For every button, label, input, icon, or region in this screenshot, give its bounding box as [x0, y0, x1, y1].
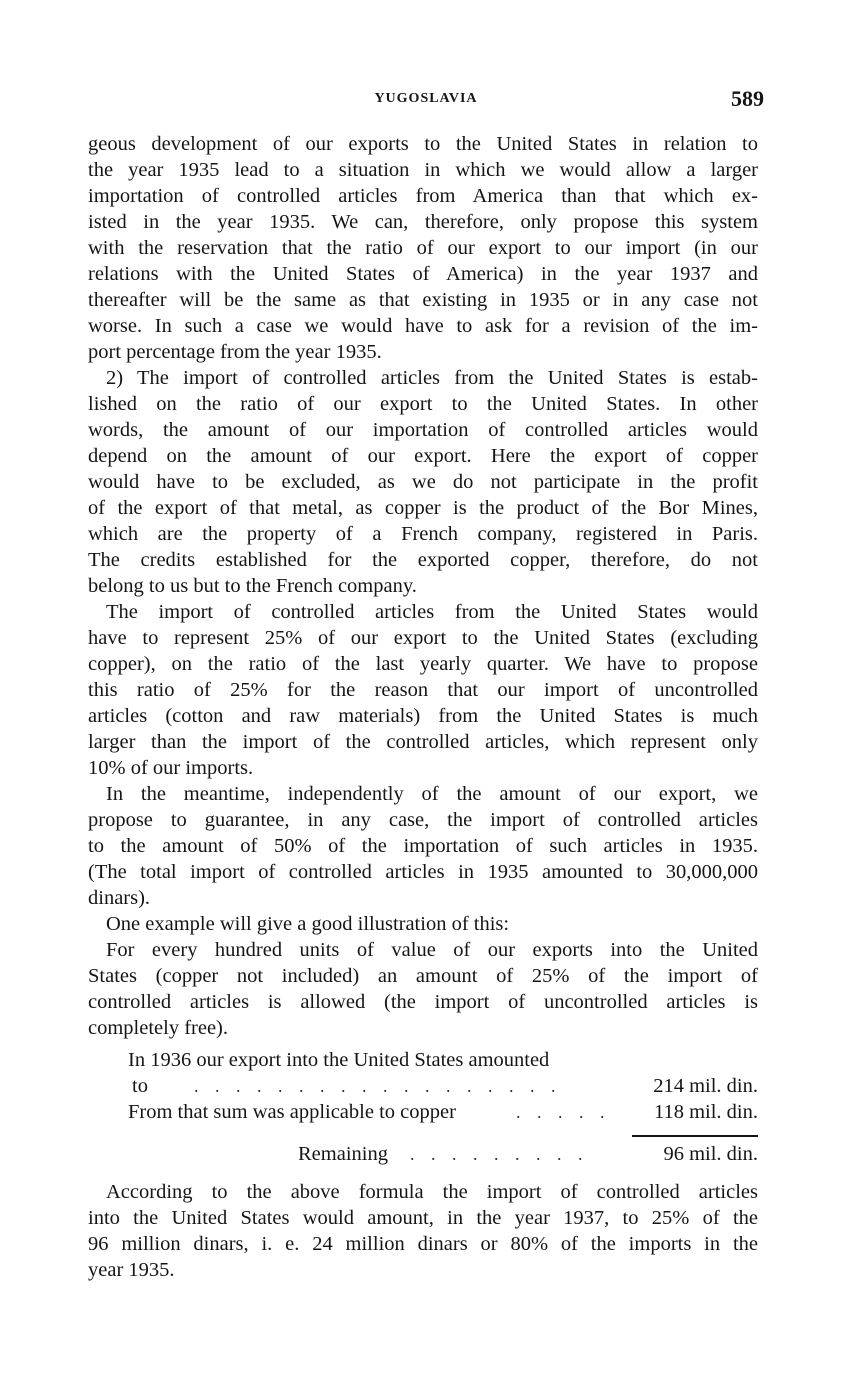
text-line: the year 1935 lead to a situation in which we would allow a larger — [88, 159, 758, 181]
text-line: The import of controlled articles from the United States would — [106, 601, 758, 623]
text-line: into the United States would amount, in the year 1937, to 25% of the — [88, 1207, 758, 1229]
text-line: articles (cotton and raw materials) from the United States is much — [88, 705, 758, 727]
text-line: One example will give a good illustration of this: — [106, 913, 510, 935]
text-line: controlled articles is allowed (the import of uncontrolled articles is — [88, 991, 758, 1013]
statement-row — [88, 1073, 758, 1099]
paragraph-point-2 — [88, 365, 758, 599]
paragraph-ratio — [88, 599, 758, 781]
text-line: which are the property of a French company, registered in Paris. — [88, 523, 758, 545]
text-line: importation of controlled articles from America than that which ex- — [88, 185, 758, 207]
running-title: YUGOSLAVIA — [374, 91, 478, 106]
text-line: larger than the import of the controlled articles, which represent only — [88, 731, 758, 753]
paragraph-example-intro — [88, 911, 758, 937]
text-line: year 1935. — [88, 1259, 175, 1281]
text-line: depend on the amount of our export. Here the export of copper — [88, 445, 758, 467]
text-line: belong to us but to the French company. — [88, 575, 417, 597]
text-line: dinars). — [88, 887, 151, 909]
leader-dots: . . . . . . . . . — [410, 1144, 589, 1164]
text-line: 2) The import of controlled articles from the United States is estab- — [106, 367, 758, 389]
text-line: completely free). — [88, 1017, 229, 1039]
statement-label: Remaining — [298, 1143, 388, 1165]
text-line: would have to be excluded, as we do not participate in the profit — [88, 471, 758, 493]
text-line: this ratio of 25% for the reason that our import of uncontrolled — [88, 679, 758, 701]
text-line: geous development of our exports to the United States in relation to — [88, 133, 758, 155]
text-line: of the export of that metal, as copper is the product of the Bor Mines, — [88, 497, 758, 519]
text-line: 10% of our imports. — [88, 757, 254, 779]
paragraph-continuation — [88, 131, 758, 365]
statement-row — [88, 1047, 758, 1073]
text-line: States (copper not included) an amount of 25% of the import of — [88, 965, 758, 987]
statement-label: From that sum was applicable to copper — [128, 1101, 456, 1123]
text-line: thereafter will be the same as that existing in 1935 or in any case not — [88, 289, 758, 311]
statement-amount: 214 mil. din. — [653, 1075, 758, 1097]
statement-row — [88, 1099, 758, 1125]
export-statement — [88, 1047, 758, 1167]
statement-amount: 118 mil. din. — [653, 1101, 758, 1123]
paragraph-example — [88, 937, 758, 1041]
page-number: 589 — [731, 86, 764, 111]
text-line: isted in the year 1935. We can, therefore, only propose this system — [88, 211, 758, 233]
text-line: In the meantime, independently of the amount of our export, we — [106, 783, 758, 805]
text-line: to the amount of 50% of the importation of such articles in 1935. — [88, 835, 758, 857]
paragraph-conclusion — [88, 1179, 758, 1283]
total-rule — [632, 1135, 758, 1137]
body-text — [88, 131, 758, 1283]
paragraph-guarantee — [88, 781, 758, 911]
text-line: 96 million dinars, i. e. 24 million dinars or 80% of the imports in the — [88, 1233, 758, 1255]
text-line: port percentage from the year 1935. — [88, 341, 382, 363]
text-line: worse. In such a case we would have to ask for a revision of the im- — [88, 315, 758, 337]
text-line: According to the above formula the import of controlled articles — [106, 1181, 758, 1203]
text-line: For every hundred units of value of our exports into the United — [106, 939, 758, 961]
leader-dots: . . . . . . . . . . . . . . . . . . — [194, 1076, 562, 1096]
statement-amount: 96 mil. din. — [663, 1143, 758, 1165]
statement-row-remaining — [88, 1141, 758, 1167]
statement-label: In 1936 our export into the United States amounted — [128, 1049, 550, 1071]
text-line: have to represent 25% of our export to the United States (excluding — [88, 627, 758, 649]
text-line: copper), on the ratio of the last yearly quarter. We have to propose — [88, 653, 758, 675]
running-head — [88, 86, 764, 116]
text-line: lished on the ratio of our export to the United States. In other — [88, 393, 758, 415]
statement-label: to — [132, 1075, 148, 1097]
text-line: with the reservation that the ratio of our export to our import (in our — [88, 237, 758, 259]
text-line: words, the amount of our importation of controlled articles would — [88, 419, 758, 441]
leader-dots: . . . . . — [516, 1102, 611, 1122]
text-line: The credits established for the exported copper, therefore, do not — [88, 549, 758, 571]
text-line: relations with the United States of America) in the year 1937 and — [88, 263, 758, 285]
text-line: propose to guarantee, in any case, the import of controlled articles — [88, 809, 758, 831]
text-line: (The total import of controlled articles in 1935 amounted to 30,000,000 — [88, 861, 758, 883]
